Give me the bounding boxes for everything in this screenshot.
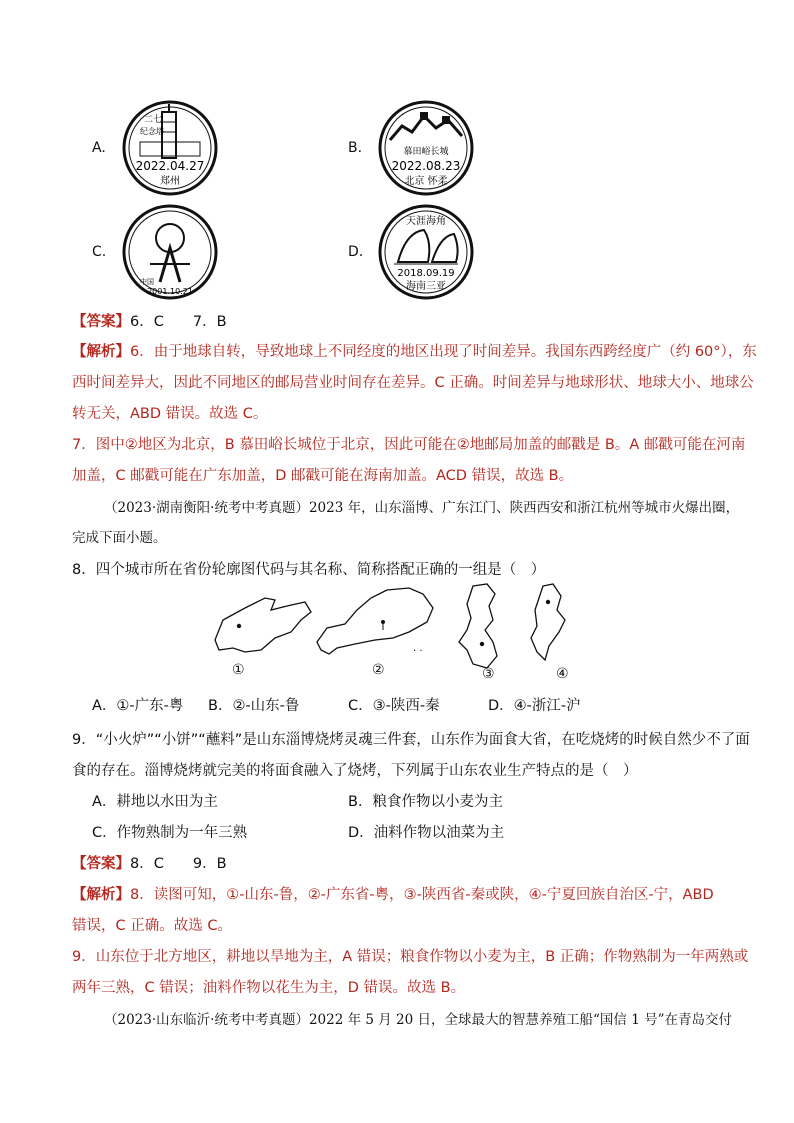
analysis-7-line-2: 加盖，C 邮戳可能在广东加盖，D 邮戳可能在海南加盖。ACD 错误，故选 B。 [72,468,574,484]
option-letter-c: C. [92,244,107,260]
map-label-3: ③ [482,666,495,682]
map-4-outline [531,584,565,660]
map-3-city-dot [480,642,484,646]
answer-text-2: 8．C 9．B [130,856,227,872]
svg-text:· ·: · · [413,646,423,657]
stamp-b-top: 慕田峪长城 [403,147,449,157]
stamp-a-sub: 纪念塔 [140,127,164,136]
analysis-8-line-2: 错误，C 正确。故选 C。 [72,918,232,934]
province-outline-maps [205,580,605,685]
stamp-d-date: 2018.09.19 [397,268,455,279]
map-1-city-dot [237,624,241,628]
stamp-a-date: 2022.04.27 [135,159,205,173]
analysis-tag-2: 【解析】 [72,887,130,903]
answer-tag-2: 【答案】 [72,856,130,872]
stamp-a-top: 二七 [144,115,163,125]
stamp-b-place: 北京 怀柔 [404,176,448,187]
material-intro-1: （2023·湖南衡阳·统考中考真题）2023 年，山东淄博、广东江门、陕西西安和浙江杭州等城市火爆出圈， [104,500,740,516]
analysis-6-line-3: 转无关，ABD 错误。故选 C。 [72,406,268,422]
stamp-b-image [376,98,476,198]
option-letter-a: A. [92,140,106,156]
question-8-stem: 8．四个城市所在省份轮廓图代码与其名称、简称搭配正确的一组是（ ） [72,562,546,578]
option-letter-d: D. [348,244,364,260]
q9-option-a: A．耕地以水田为主 [92,794,218,810]
analysis-9-line-1: 9．山东位于北方地区，耕地以旱地为主，A 错误；粮食作物以小麦为主，B 正确；作物熟制为一年两熟或 [72,949,749,965]
q9-option-b: B．粮食作物以小麦为主 [348,794,503,810]
map-1-outline [215,598,311,652]
stamp-a-image [120,98,220,198]
q9-option-d: D．油料作物以油菜为主 [348,825,505,841]
analysis-7-line-1: 7．图中②地区为北京，B 慕田峪长城位于北京，因此可能在②地邮局加盖的邮戳是 B。A 邮戳可能在河南 [72,437,746,453]
answer-text: 6．C 7．B [130,314,227,330]
analysis-6-line-2: 西时间差异大，因此不同地区的邮局营业时间存在差异。C 正确。时间差异与地球形状、地球大小、地球公 [72,375,754,391]
material-intro-2: 完成下面小题。 [72,530,167,546]
map-4-city-dot [546,600,550,604]
material-intro-3: （2023·山东临沂·统考中考真题）2022 年 5 月 20 日，全球最大的智慧养殖工船“国信 1 号”在青岛交付 [104,1012,732,1028]
q8-option-a: A．①-广东-粤 [92,698,184,714]
answer-8-9 [72,852,227,873]
stamp-c-place: 中国 [140,278,154,286]
stamp-a-place: 郑州 [160,176,180,187]
map-2-outline [317,588,433,654]
q8-option-b: B．②-山东-鲁 [208,698,300,714]
analysis-tag: 【解析】 [72,344,130,360]
q9-option-c: C．作物熟制为一年三熟 [92,825,248,841]
map-3-outline [459,584,497,668]
option-letter-b: B. [348,140,363,156]
stamp-d-place: 海南三亚 [406,281,446,292]
stamp-c-date: 2001.10.21 [147,287,193,296]
stamp-d-image [376,202,476,302]
q8-option-c: C．③-陕西-秦 [348,698,440,714]
answer-6-7 [72,310,227,331]
stamp-b-date: 2022.08.23 [391,159,461,173]
analysis-9-line-2: 两年三熟，C 错误；油料作物以花生为主，D 错误。故选 B。 [72,980,466,996]
stamp-d-top: 天涯海角 [406,216,446,227]
map-label-1: ① [232,662,245,678]
question-9-stem-1: 9．“小火炉”“小饼”“蘸料”是山东淄博烧烤灵魂三件套，山东作为面食大省，在吃烧烤的时候自然少不了面 [72,732,750,748]
q8-option-d: D．④-浙江-沪 [488,698,581,714]
question-9-stem-2: 食的存在。淄博烧烤就完美的将面食融入了烧烤，下列属于山东农业生产特点的是（ ） [72,763,638,779]
analysis-8-line-1: 【解析】8．读图可知，①-山东-鲁，②-广东省-粤，③-陕西省-秦或陕，④-宁夏回族自治区-宁，ABD [72,887,714,903]
map-label-2: ② [372,662,385,678]
map-label-4: ④ [556,666,569,682]
analysis-6-line-1: 【解析】6．由于地球自转，导致地球上不同经度的地区出现了时间差异。我国东西跨经度广（约 60°），东 [72,344,757,360]
answer-tag: 【答案】 [72,314,130,330]
stamp-c-image [120,202,220,302]
